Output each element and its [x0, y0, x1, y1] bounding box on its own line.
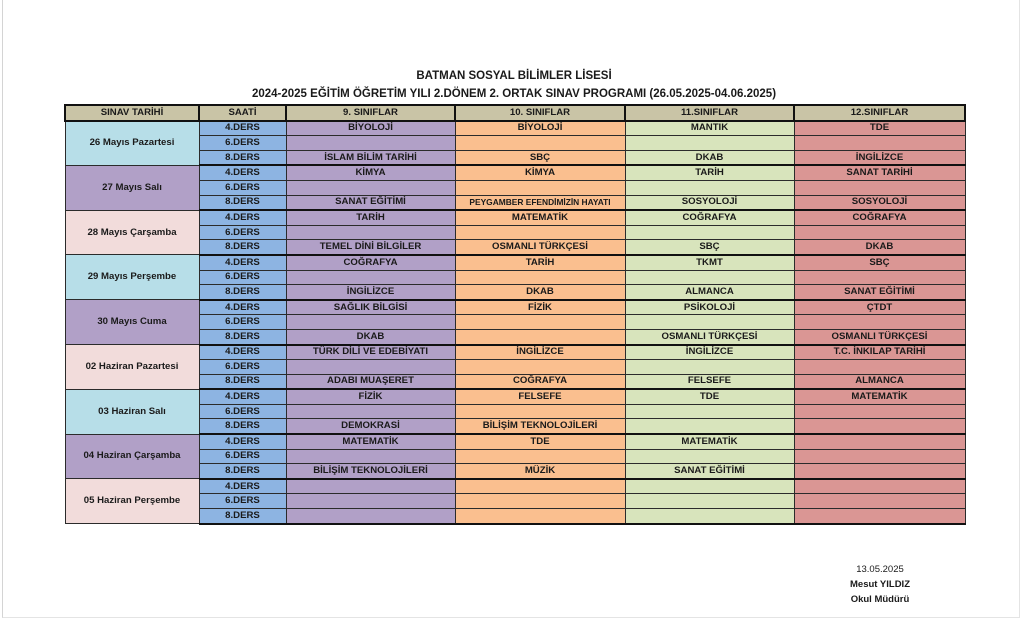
time-slot-cell: 8.DERS: [199, 240, 286, 255]
schedule-row: [65, 494, 965, 509]
exam-date-cell: 28 Mayıs Çarşamba: [65, 210, 199, 255]
header-time: SAATİ: [199, 105, 286, 121]
exam-subject-cell: PEYGAMBER EFENDİMİZİN HAYATI: [455, 195, 625, 210]
exam-date-cell: 05 Haziran Perşembe: [65, 479, 199, 524]
exam-subject-cell: T.C. İNKILAP TARİHİ: [794, 345, 965, 360]
time-slot-cell: 4.DERS: [199, 121, 286, 136]
time-slot-cell: 6.DERS: [199, 360, 286, 375]
exam-subject-cell: OSMANLI TÜRKÇESİ: [794, 329, 965, 344]
time-slot-cell: 6.DERS: [199, 270, 286, 285]
exam-subject-cell: [455, 509, 625, 524]
schedule-row: [65, 255, 965, 270]
exam-subject-cell: [794, 464, 965, 479]
schedule-container: [64, 104, 966, 525]
exam-subject-cell: [286, 449, 455, 464]
time-slot-cell: 4.DERS: [199, 210, 286, 225]
exam-subject-cell: [625, 180, 794, 195]
exam-subject-cell: [455, 404, 625, 419]
exam-subject-cell: FİZİK: [286, 389, 455, 404]
signature-name: Mesut YILDIZ: [850, 579, 910, 590]
exam-subject-cell: [794, 360, 965, 375]
exam-subject-cell: [455, 270, 625, 285]
time-slot-cell: 6.DERS: [199, 404, 286, 419]
time-slot-cell: 8.DERS: [199, 419, 286, 434]
exam-subject-cell: [286, 494, 455, 509]
exam-subject-cell: [455, 449, 625, 464]
exam-subject-cell: ÇTDT: [794, 300, 965, 315]
exam-subject-cell: FİZİK: [455, 300, 625, 315]
schedule-row: [65, 225, 965, 240]
exam-subject-cell: İNGİLİZCE: [625, 345, 794, 360]
exam-subject-cell: BİYOLOJİ: [286, 121, 455, 136]
exam-subject-cell: [286, 404, 455, 419]
exam-subject-cell: [794, 315, 965, 330]
exam-subject-cell: [794, 419, 965, 434]
time-slot-cell: 8.DERS: [199, 329, 286, 344]
exam-subject-cell: SAĞLIK BİLGİSİ: [286, 300, 455, 315]
exam-schedule-table: [64, 104, 966, 525]
exam-subject-cell: SBÇ: [455, 150, 625, 165]
schedule-row: [65, 479, 965, 494]
exam-subject-cell: [455, 329, 625, 344]
exam-subject-cell: [455, 360, 625, 375]
schedule-row: [65, 136, 965, 151]
exam-subject-cell: FELSEFE: [455, 389, 625, 404]
exam-subject-cell: TDE: [455, 434, 625, 449]
exam-subject-cell: İSLAM BİLİM TARİHİ: [286, 150, 455, 165]
time-slot-cell: 4.DERS: [199, 345, 286, 360]
exam-subject-cell: SANAT EĞİTİMİ: [286, 195, 455, 210]
exam-subject-cell: [286, 136, 455, 151]
exam-subject-cell: [625, 419, 794, 434]
exam-subject-cell: [455, 494, 625, 509]
exam-subject-cell: OSMANLI TÜRKÇESİ: [455, 240, 625, 255]
header-grade-9: 9. SINIFLAR: [286, 105, 455, 121]
schedule-row: [65, 270, 965, 285]
exam-subject-cell: TEMEL DİNİ BİLGİLER: [286, 240, 455, 255]
exam-subject-cell: DKAB: [286, 329, 455, 344]
schedule-row: [65, 389, 965, 404]
exam-subject-cell: [794, 434, 965, 449]
exam-subject-cell: COĞRAFYA: [455, 374, 625, 389]
exam-subject-cell: [625, 360, 794, 375]
exam-date-cell: 02 Haziran Pazartesi: [65, 345, 199, 390]
exam-subject-cell: İNGİLİZCE: [286, 285, 455, 300]
program-title: 2024-2025 EĞİTİM ÖĞRETİM YILI 2.DÖNEM 2. ORTAK SINAV PROGRAMI (26.05.2025-04.06.2025): [251, 88, 777, 100]
exam-subject-cell: TARİH: [625, 165, 794, 180]
exam-subject-cell: MATEMATİK: [286, 434, 455, 449]
exam-subject-cell: [625, 479, 794, 494]
exam-subject-cell: TARİH: [286, 210, 455, 225]
exam-date-cell: 27 Mayıs Salı: [65, 165, 199, 210]
exam-date-cell: 03 Haziran Salı: [65, 389, 199, 434]
time-slot-cell: 6.DERS: [199, 449, 286, 464]
exam-subject-cell: PSİKOLOJİ: [625, 300, 794, 315]
exam-subject-cell: MATEMATİK: [625, 434, 794, 449]
schedule-row: [65, 285, 965, 300]
exam-subject-cell: [625, 509, 794, 524]
school-name: BATMAN SOSYAL BİLİMLER LİSESİ: [416, 70, 612, 82]
exam-subject-cell: KİMYA: [455, 165, 625, 180]
exam-subject-cell: SOSYOLOJİ: [794, 195, 965, 210]
document-header: [64, 67, 964, 103]
exam-subject-cell: ALMANCA: [625, 285, 794, 300]
time-slot-cell: 6.DERS: [199, 225, 286, 240]
time-slot-cell: 4.DERS: [199, 434, 286, 449]
exam-subject-cell: DKAB: [625, 150, 794, 165]
exam-subject-cell: [286, 479, 455, 494]
exam-subject-cell: [455, 180, 625, 195]
exam-subject-cell: [794, 479, 965, 494]
time-slot-cell: 8.DERS: [199, 374, 286, 389]
schedule-row: [65, 464, 965, 479]
schedule-row: [65, 165, 965, 180]
exam-subject-cell: [286, 360, 455, 375]
signature-block: [820, 562, 940, 607]
schedule-row: [65, 150, 965, 165]
exam-subject-cell: SBÇ: [625, 240, 794, 255]
time-slot-cell: 6.DERS: [199, 180, 286, 195]
schedule-row: [65, 360, 965, 375]
exam-subject-cell: [794, 270, 965, 285]
exam-subject-cell: [625, 449, 794, 464]
exam-subject-cell: ALMANCA: [794, 374, 965, 389]
exam-subject-cell: [625, 404, 794, 419]
exam-subject-cell: [625, 494, 794, 509]
exam-subject-cell: SANAT TARİHİ: [794, 165, 965, 180]
exam-subject-cell: ADABI MUAŞERET: [286, 374, 455, 389]
exam-subject-cell: BİYOLOJİ: [455, 121, 625, 136]
exam-subject-cell: TARİH: [455, 255, 625, 270]
schedule-body: [65, 121, 965, 524]
exam-subject-cell: SANAT EĞİTİMİ: [794, 285, 965, 300]
schedule-row: [65, 329, 965, 344]
exam-subject-cell: MÜZİK: [455, 464, 625, 479]
time-slot-cell: 8.DERS: [199, 150, 286, 165]
exam-subject-cell: [625, 315, 794, 330]
exam-subject-cell: COĞRAFYA: [794, 210, 965, 225]
signature-date: 13.05.2025: [856, 564, 904, 575]
exam-date-cell: 29 Mayıs Perşembe: [65, 255, 199, 300]
schedule-row: [65, 121, 965, 136]
schedule-row: [65, 449, 965, 464]
exam-subject-cell: FELSEFE: [625, 374, 794, 389]
time-slot-cell: 4.DERS: [199, 300, 286, 315]
time-slot-cell: 8.DERS: [199, 464, 286, 479]
exam-subject-cell: SOSYOLOJİ: [625, 195, 794, 210]
time-slot-cell: 8.DERS: [199, 195, 286, 210]
exam-subject-cell: KİMYA: [286, 165, 455, 180]
exam-subject-cell: MANTIK: [625, 121, 794, 136]
exam-subject-cell: [455, 136, 625, 151]
exam-subject-cell: [794, 494, 965, 509]
exam-subject-cell: İNGİLİZCE: [794, 150, 965, 165]
schedule-row: [65, 419, 965, 434]
exam-subject-cell: DKAB: [455, 285, 625, 300]
schedule-row: [65, 509, 965, 524]
exam-subject-cell: COĞRAFYA: [625, 210, 794, 225]
exam-subject-cell: [794, 136, 965, 151]
time-slot-cell: 8.DERS: [199, 509, 286, 524]
time-slot-cell: 4.DERS: [199, 389, 286, 404]
exam-date-cell: 04 Haziran Çarşamba: [65, 434, 199, 479]
exam-subject-cell: DEMOKRASİ: [286, 419, 455, 434]
schedule-row: [65, 195, 965, 210]
exam-subject-cell: [286, 315, 455, 330]
exam-subject-cell: [455, 225, 625, 240]
exam-subject-cell: [794, 509, 965, 524]
schedule-row: [65, 434, 965, 449]
exam-subject-cell: [286, 270, 455, 285]
exam-subject-cell: BİLİŞİM TEKNOLOJİLERİ: [455, 419, 625, 434]
exam-subject-cell: TKMT: [625, 255, 794, 270]
schedule-row: [65, 404, 965, 419]
exam-subject-cell: [455, 479, 625, 494]
exam-subject-cell: MATEMATİK: [455, 210, 625, 225]
exam-date-cell: 30 Mayıs Cuma: [65, 300, 199, 345]
exam-subject-cell: [286, 509, 455, 524]
exam-subject-cell: SBÇ: [794, 255, 965, 270]
exam-subject-cell: SANAT EĞİTİMİ: [625, 464, 794, 479]
exam-subject-cell: TDE: [625, 389, 794, 404]
exam-subject-cell: MATEMATİK: [794, 389, 965, 404]
time-slot-cell: 4.DERS: [199, 479, 286, 494]
exam-date-cell: 26 Mayıs Pazartesi: [65, 121, 199, 166]
exam-subject-cell: [286, 180, 455, 195]
time-slot-cell: 6.DERS: [199, 494, 286, 509]
schedule-row: [65, 210, 965, 225]
exam-subject-cell: DKAB: [794, 240, 965, 255]
schedule-row: [65, 180, 965, 195]
exam-subject-cell: [625, 225, 794, 240]
exam-subject-cell: [794, 225, 965, 240]
exam-subject-cell: [625, 136, 794, 151]
header-exam-date: SINAV TARİHİ: [65, 105, 199, 121]
schedule-row: [65, 345, 965, 360]
exam-subject-cell: OSMANLI TÜRKÇESİ: [625, 329, 794, 344]
exam-subject-cell: [286, 225, 455, 240]
schedule-row: [65, 240, 965, 255]
exam-subject-cell: BİLİŞİM TEKNOLOJİLERİ: [286, 464, 455, 479]
exam-subject-cell: TÜRK DİLİ VE EDEBİYATI: [286, 345, 455, 360]
exam-subject-cell: COĞRAFYA: [286, 255, 455, 270]
exam-subject-cell: [794, 404, 965, 419]
time-slot-cell: 6.DERS: [199, 136, 286, 151]
schedule-row: [65, 315, 965, 330]
schedule-row: [65, 300, 965, 315]
time-slot-cell: 4.DERS: [199, 255, 286, 270]
exam-subject-cell: [794, 449, 965, 464]
exam-subject-cell: [455, 315, 625, 330]
signature-role: Okul Müdürü: [850, 594, 910, 605]
exam-subject-cell: [625, 270, 794, 285]
header-grade-12: 12.SINIFLAR: [794, 105, 965, 121]
header-grade-11: 11.SINIFLAR: [625, 105, 794, 121]
schedule-row: [65, 374, 965, 389]
exam-subject-cell: [794, 180, 965, 195]
exam-subject-cell: TDE: [794, 121, 965, 136]
exam-subject-cell: İNGİLİZCE: [455, 345, 625, 360]
header-row: [65, 105, 965, 121]
time-slot-cell: 8.DERS: [199, 285, 286, 300]
time-slot-cell: 4.DERS: [199, 165, 286, 180]
time-slot-cell: 6.DERS: [199, 315, 286, 330]
header-grade-10: 10. SINIFLAR: [455, 105, 625, 121]
